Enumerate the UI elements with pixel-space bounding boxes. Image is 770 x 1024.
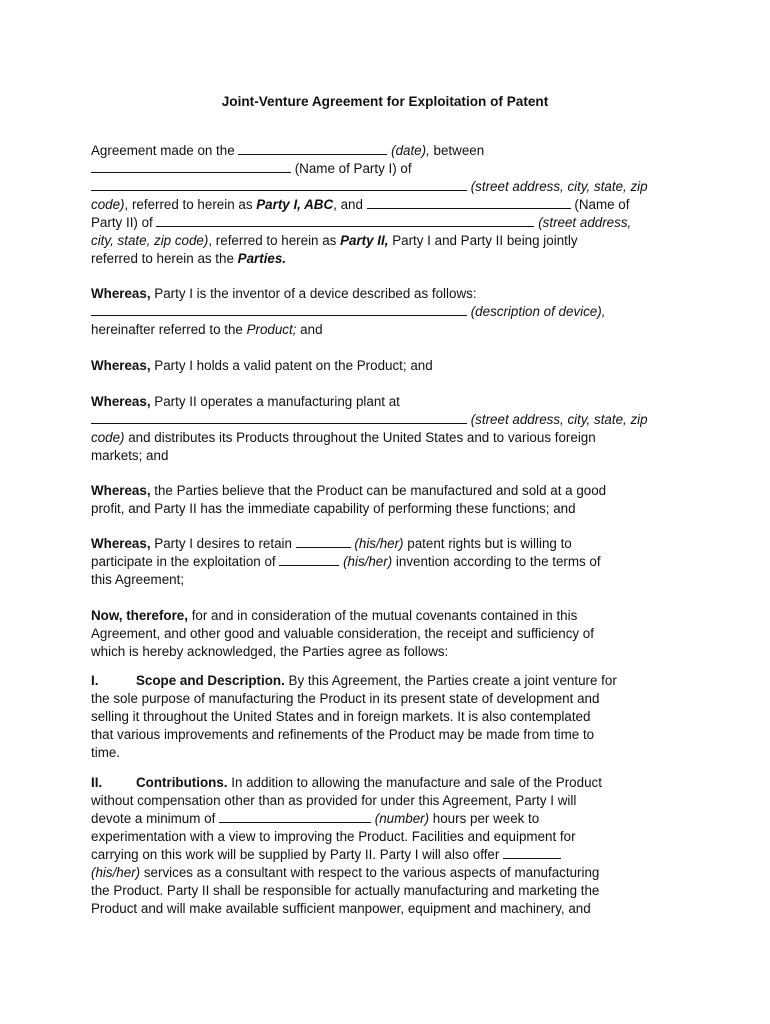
whereas-patent-rights-paragraph xyxy=(91,535,691,589)
section-scope xyxy=(91,672,691,762)
text: devote a minimum of xyxy=(91,811,220,826)
text: selling it throughout the United States and in foreign markets. It is also contemplated xyxy=(91,709,591,724)
text: (number) xyxy=(371,811,430,826)
text: , referred to herein as xyxy=(124,197,257,212)
section-number: II. xyxy=(91,775,103,790)
text: this Agreement; xyxy=(91,572,185,587)
plant-address-blank[interactable] xyxy=(91,411,467,424)
text: and distributes its Products throughout the United States and to various foreign xyxy=(124,430,596,445)
text: that various improvements and refinements of the Product may be made from time to xyxy=(91,727,595,742)
party-two-address-blank[interactable] xyxy=(156,214,534,227)
text: Now, therefore, xyxy=(91,608,188,623)
text: In addition to allowing the manufacture and sale of the Product xyxy=(227,775,602,790)
text: (Name of xyxy=(570,197,630,212)
text: (street address, city, state, zip xyxy=(467,179,648,194)
text: (street address, xyxy=(534,215,632,230)
text: (street address, city, state, zip xyxy=(467,412,648,427)
text: patent rights but is willing to xyxy=(403,536,572,551)
text: Whereas, xyxy=(91,286,151,301)
section-heading: Scope and Description. xyxy=(136,673,285,688)
device-description-blank[interactable] xyxy=(91,303,467,316)
text: city, state, zip code) xyxy=(91,233,209,248)
whereas-inventor-paragraph xyxy=(91,285,691,339)
text: (his/her) xyxy=(91,865,141,880)
text: the Product. Party II shall be responsible for actually manufacturing and marketing the xyxy=(91,883,600,898)
section-contributions xyxy=(91,774,691,918)
text: Whereas, xyxy=(91,358,151,373)
text: Whereas, xyxy=(91,483,151,498)
party-one-address-blank[interactable] xyxy=(91,178,467,191)
now-therefore-paragraph xyxy=(91,607,691,661)
text: Party II, xyxy=(340,233,389,248)
pronoun-blank[interactable] xyxy=(503,846,561,859)
text: (his/her) xyxy=(350,536,404,551)
text: code) xyxy=(91,197,125,212)
party-two-name-blank[interactable] xyxy=(367,196,571,209)
text: Parties. xyxy=(237,251,287,266)
text: Product and will make available sufficient manpower, equipment and machinery, and xyxy=(91,901,591,916)
text: (his/her) xyxy=(339,554,393,569)
text: which is hereby acknowledged, the Parties agree as follows: xyxy=(91,644,449,659)
text: (description of device), xyxy=(467,304,606,319)
text: markets; and xyxy=(91,448,169,463)
whereas-manufacturing-paragraph xyxy=(91,393,691,465)
text: time. xyxy=(91,745,121,760)
section-number: I. xyxy=(91,673,99,688)
text: participate in the exploitation of xyxy=(91,554,280,569)
text: Party I and Party II being jointly xyxy=(388,233,578,248)
text: Party I desires to retain xyxy=(150,536,296,551)
agreement-parties-paragraph xyxy=(91,142,691,268)
text: Agreement, and other good and valuable consideration, the receipt and sufficiency of xyxy=(91,626,594,641)
text: , and xyxy=(333,197,367,212)
text: Agreement made on the xyxy=(91,143,239,158)
text: Party II operates a manufacturing plant at xyxy=(150,394,400,409)
text: hours per week to xyxy=(429,811,540,826)
pronoun-blank[interactable] xyxy=(279,553,339,566)
text: profit, and Party II has the immediate capability of performing these functions; and xyxy=(91,501,576,516)
text: carrying on this work will be supplied by Party II. Party I will also offer xyxy=(91,847,504,862)
text: Party I is the inventor of a device described as follows: xyxy=(150,286,477,301)
text: invention according to the terms of xyxy=(392,554,601,569)
text: without compensation other than as provided for under this Agreement, Party I will xyxy=(91,793,577,808)
hours-number-blank[interactable] xyxy=(219,810,371,823)
text: Whereas, xyxy=(91,394,151,409)
text: and xyxy=(296,322,323,337)
text: code) xyxy=(91,430,125,445)
text: services as a consultant with respect to the various aspects of manufacturing xyxy=(140,865,600,880)
text: Party I holds a valid patent on the Product; and xyxy=(150,358,433,373)
text: hereinafter referred to the xyxy=(91,322,247,337)
text: for and in consideration of the mutual covenants contained in this xyxy=(187,608,578,623)
text: (date), xyxy=(387,143,430,158)
text: Party II) of xyxy=(91,215,157,230)
text: experimentation with a view to improving the Product. Facilities and equipment for xyxy=(91,829,576,844)
whereas-patent-paragraph xyxy=(91,357,691,375)
text: between xyxy=(429,143,485,158)
text: Product; xyxy=(246,322,297,337)
document-title: Joint-Venture Agreement for Exploitation of Patent xyxy=(221,94,549,109)
text: the sole purpose of manufacturing the Product in its present state of development and xyxy=(91,691,600,706)
text: By this Agreement, the Parties create a joint venture for xyxy=(284,673,617,688)
pronoun-blank[interactable] xyxy=(296,535,351,548)
section-heading: Contributions. xyxy=(136,775,228,790)
text: , referred to herein as xyxy=(208,233,341,248)
text: Party I, ABC xyxy=(256,197,334,212)
party-one-name-blank[interactable] xyxy=(91,160,291,173)
text: the Parties believe that the Product can be manufactured and sold at a good xyxy=(150,483,607,498)
text: (Name of Party I) of xyxy=(291,161,412,176)
whereas-profit-paragraph xyxy=(91,482,691,518)
text: referred to herein as the xyxy=(91,251,238,266)
text: Whereas, xyxy=(91,536,151,551)
date-blank[interactable] xyxy=(238,142,387,155)
